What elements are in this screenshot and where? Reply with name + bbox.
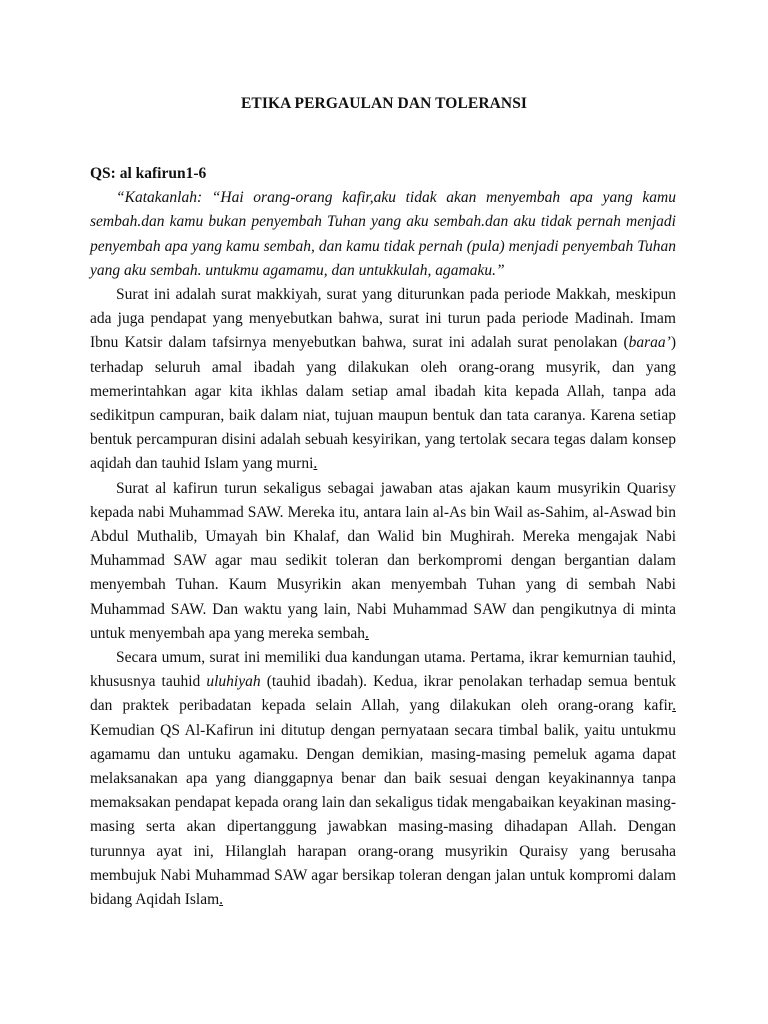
paragraph-1 bbox=[90, 283, 676, 477]
paragraph-3-text-a: Secara umum, surat ini memiliki dua kandungan utama. Pertama, ikrar kemurnian tauhid, khususnya tauhid bbox=[90, 649, 676, 691]
paragraph-3-italic: uluhiyah bbox=[206, 673, 261, 691]
paragraph-3 bbox=[90, 646, 676, 912]
paragraph-2 bbox=[90, 477, 676, 646]
footnote-mark: . bbox=[313, 455, 318, 473]
paragraph-2-text: Surat al kafirun turun sekaligus sebagai jawaban atas ajakan kaum musyrikin Quarisy kepada nabi Muhammad SAW. Mereka itu, antara lain al-As bin Wail as-Sahim, al-Aswad bin Abdul Muthalib, Umayah bin Khalaf, dan Walid bin Mughirah. Mereka mengajak Nabi Muhammad SAW agar mau sedikit toleran dan berkompromi dengan bergantian dalam menyembah Tuhan. Kaum Musyrikin akan menyembah Tuhan yang di sembah Nabi Muhammad SAW. Dan waktu yang lain, Nabi Muhammad SAW dan pengikutnya di minta untuk menyembah apa yang mereka sembah bbox=[90, 479, 676, 642]
paragraph-1-text-b: ) terhadap seluruh amal ibadah yang dilakukan oleh orang-orang musyrik, dan yang memerintahkan agar kita ikhlas dalam setiap amal ibadah kita kepada Allah, tanpa ada sedikitpun campuran, baik dalam niat, tujuan maupun bentuk dan tata caranya. Karena setiap bentuk percampuran disini adalah sebuah kesyirikan, yang tertolak secara tegas dalam konsep aqidah dan tauhid Islam yang murni bbox=[90, 334, 676, 473]
paragraph-1-text-a: Surat ini adalah surat makkiyah, surat yang diturunkan pada periode Makkah, meskipun ada juga pendapat yang menyebutkan bahwa, surat ini turun pada periode Madinah. Imam Ibnu Katsir dalam tafsirnya menyebutkan bahwa, surat ini adalah surat penolakan ( bbox=[90, 286, 676, 352]
paragraph-3-text-b: (tauhid ibadah). Kedua, ikrar penolakan terhadap semua bentuk dan praktek peribadatan kepada selain Allah, yang dilakukan oleh orang-orang kafir bbox=[90, 673, 677, 715]
footnote-mark: . bbox=[365, 624, 369, 642]
paragraph-3-text-c: Kemudian QS Al-Kafirun ini ditutup dengan pernyataan secara timbal balik, yaitu untukmu agamamu dan untuku agamaku. Dengan demikian, masing-masing pemeluk agama dapat melaksanakan apa yang dianggapnya benar dan baik sesuai dengan keyakinannya tanpa memaksakan pendapat kepada orang lain dan sekaligus tidak mengabaikan keyakinan masing-masing serta akan dipertanggung jawabkan masing-masing dihadapan Allah. Dengan turunnya ayat ini, Hilanglah harapan orang-orang musyrikin Quraisy yang berusaha membujuk Nabi Muhammad SAW agar bersikap toleran dengan jalan untuk kompromi dalam bidang Aqidah Islam bbox=[90, 721, 676, 909]
footnote-mark: . bbox=[672, 697, 676, 715]
document-title: ETIKA PERGAULAN DAN TOLERANSI bbox=[240, 95, 528, 112]
paragraph-1-italic: baraa’ bbox=[628, 334, 671, 352]
document-body bbox=[90, 162, 676, 912]
footnote-mark: . bbox=[219, 891, 224, 909]
quote-paragraph: “Katakanlah: “Hai orang-orang kafir,aku tidak akan menyembah apa yang kamu sembah.dan kamu bukan penyembah Tuhan yang aku sembah.dan aku tidak pernah menjadi penyembah apa yang kamu sembah, dan kamu tidak pernah (pula) menjadi penyembah Tuhan yang aku sembah. untukmu agamamu, dan untukkulah, agamaku.” bbox=[90, 189, 676, 279]
section-heading: QS: al kafirun1-6 bbox=[90, 165, 207, 182]
